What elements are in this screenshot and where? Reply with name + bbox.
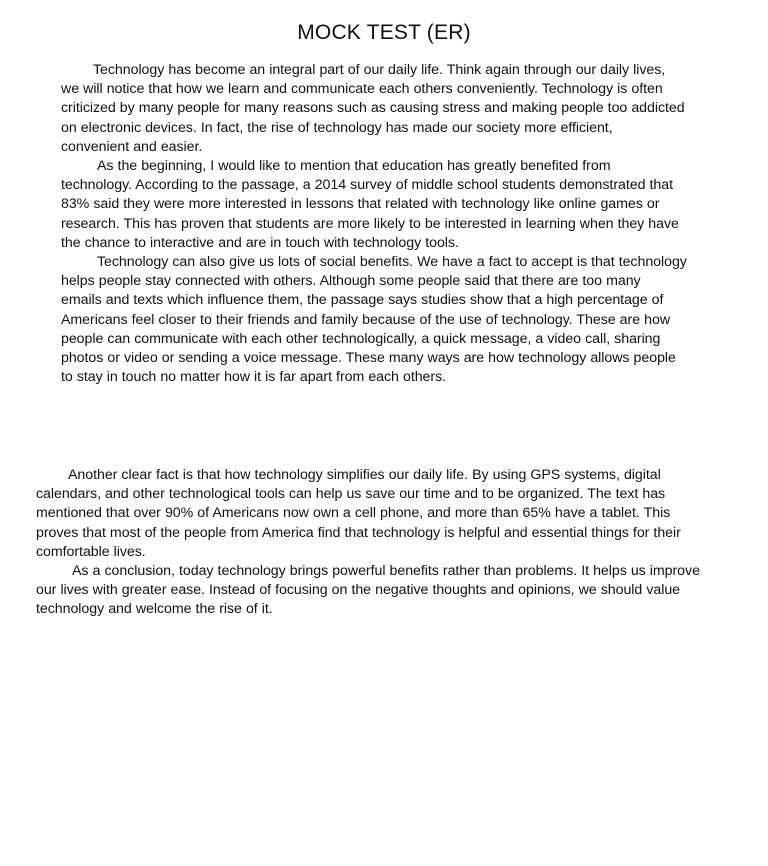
document-title: MOCK TEST (ER) [297, 21, 471, 44]
essay-lower-block [36, 466, 736, 620]
paragraph-education: As the beginning, I would like to mention that education has greatly benefited from technology. According to the passage, a 2014 survey of middle school students demonstrated that 83% said they were more interested in lessons that related with technology like online games or research. This has proven that students are more likely to be interested in learning when they have the chance to interactive and are in touch with technology tools. [61, 158, 679, 251]
paragraph-daily-life: Another clear fact is that how technology simplifies our daily life. By using GPS systems, digital calendars, and other technological tools can help us save our time and to be organized. The text has mentioned that over 90% of Americans now own a cell phone, and more than 65% have a tablet. This proves that most of the people from America find that technology is helpful and essential things for their comfortable lives. [36, 467, 681, 560]
paragraph-introduction: Technology has become an integral part of our daily life. Think again through our daily lives, we will notice that how we learn and communicate each others conveniently. Technology is often criticized by many people for many reasons such as causing stress and making people too addicted on electronic devices. In fact, the rise of technology has made our society more efficient, convenient and easier. [61, 62, 685, 155]
essay-upper-block [61, 61, 711, 387]
paragraph-conclusion: As a conclusion, today technology brings powerful benefits rather than problems. It helps us improve our lives with greater ease. Instead of focusing on the negative thoughts and opinions, we should value technology and welcome the rise of it. [36, 563, 700, 618]
paragraph-social-benefits: Technology can also give us lots of social benefits. We have a fact to accept is that technology helps people stay connected with others. Although some people said that there are too many emails and texts which influence them, the passage says studies show that a high percentage of Americans feel closer to their friends and family because of the use of technology. These are how people can communicate with each other technologically, a quick message, a video call, sharing photos or video or sending a voice message. These many ways are how technology allows people to stay in touch no matter how it is far apart from each others. [61, 254, 687, 386]
